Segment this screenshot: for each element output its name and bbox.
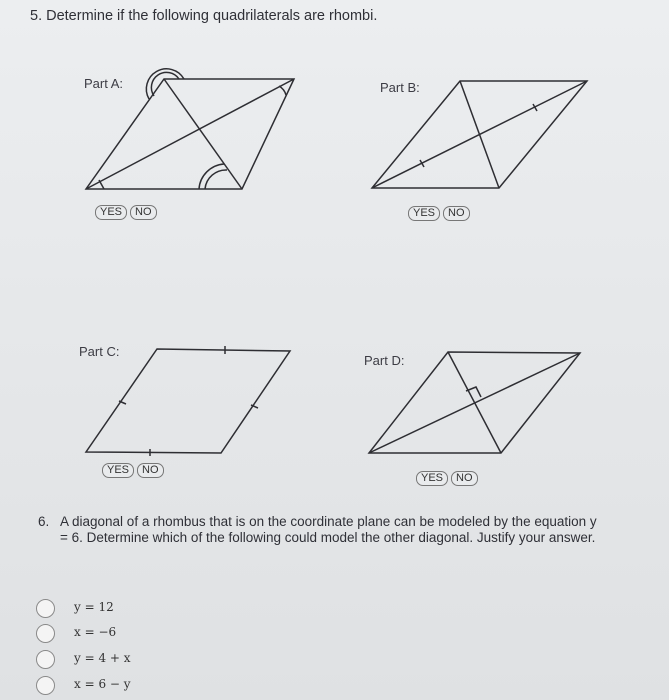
part-b-yes-button[interactable]: YES bbox=[408, 206, 440, 221]
part-a-no-button[interactable]: NO bbox=[130, 205, 157, 220]
part-b-choices bbox=[408, 206, 470, 221]
option-1-radio[interactable] bbox=[36, 599, 55, 618]
option-4[interactable] bbox=[36, 676, 196, 698]
question-6-text: A diagonal of a rhombus that is on the coordinate plane can be modeled by the equation y = 6. Determine which of the following could model the other diagonal. Justify your answer. bbox=[60, 514, 597, 545]
part-b-figure bbox=[372, 81, 587, 188]
part-b-no-button[interactable]: NO bbox=[443, 206, 470, 221]
option-2-radio[interactable] bbox=[36, 624, 55, 643]
part-c-yes-button[interactable]: YES bbox=[102, 463, 134, 478]
option-3-radio[interactable] bbox=[36, 650, 55, 669]
part-c-label: Part C: bbox=[79, 344, 120, 359]
option-2-label: x = −6 bbox=[74, 625, 117, 639]
part-c-choices bbox=[102, 463, 164, 478]
question-6 bbox=[38, 514, 608, 546]
option-4-radio[interactable] bbox=[36, 676, 55, 695]
part-c-no-button[interactable]: NO bbox=[137, 463, 164, 478]
part-d-label: Part D: bbox=[364, 353, 405, 368]
part-d-no-button[interactable]: NO bbox=[451, 471, 478, 486]
part-d-choices bbox=[416, 471, 478, 486]
part-a-choices bbox=[95, 205, 157, 220]
option-2[interactable] bbox=[36, 624, 196, 646]
part-a-yes-button[interactable]: YES bbox=[95, 205, 127, 220]
option-4-label: x = 6 − y bbox=[74, 677, 131, 691]
question-5-title: 5. Determine if the following quadrilaterals are rhombi. bbox=[30, 8, 378, 24]
option-1[interactable] bbox=[36, 599, 196, 621]
question-6-number: 6. bbox=[38, 514, 50, 529]
part-a-figure bbox=[86, 69, 294, 189]
part-d-yes-button[interactable]: YES bbox=[416, 471, 448, 486]
option-1-label: y = 12 bbox=[74, 600, 114, 614]
part-c-figure bbox=[86, 346, 290, 456]
option-3[interactable] bbox=[36, 650, 196, 672]
option-3-label: y = 4 + x bbox=[74, 651, 131, 665]
part-a-label: Part A: bbox=[84, 76, 124, 91]
part-d-figure bbox=[369, 352, 580, 453]
part-b-label: Part B: bbox=[380, 80, 420, 95]
